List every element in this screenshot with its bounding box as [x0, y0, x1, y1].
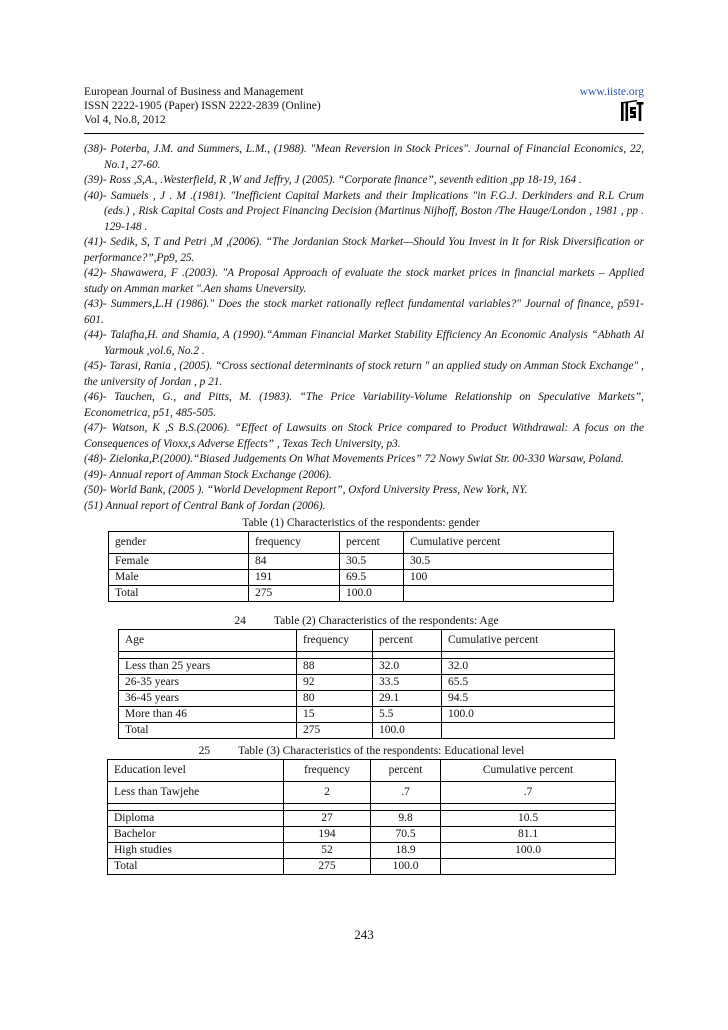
table-number: 24	[234, 615, 246, 627]
table-row	[109, 586, 614, 602]
reference-item: (43)- Summers,L.H (1986)." Does the stock market rationally reflect fundamental variables?" Journal of finance, p591-601.	[84, 298, 644, 326]
column-header: percent	[371, 760, 441, 782]
table-cell: Male	[109, 570, 249, 586]
reference-item: (41)- Sedik, S, T and Petri ,M ,(2006). “The Jordanian Stock Market—Should You Invest in It for Risk Diversification or performance?”,Pp9, 25.	[84, 236, 644, 264]
reference-item: (42)- Shawawera, F .(2003). "A Proposal Approach of evaluate the stock market prices in financial markets – Applied study on Amman market ".Aen shams Uneversity.	[84, 267, 644, 295]
volume-line: Vol 4, No.8, 2012	[84, 114, 166, 126]
table-cell: 15	[297, 707, 373, 723]
page-number: 243	[354, 927, 374, 942]
table-caption-text: Table (2) Characteristics of the respondents: Age	[273, 615, 499, 627]
reference-item: (39)- Ross ,S,A., .Westerfield, R ,W and Jeffry, J (2005). “Corporate finance”, seventh edition ,pp 18-19, 164 .	[84, 174, 582, 186]
table-cell: 191	[249, 570, 340, 586]
table-cell: 52	[284, 843, 371, 859]
table-cell: Female	[109, 554, 249, 570]
reference-item: (48)- Zielonka,P.(2000).“Biased Judgements On What Movements Prices” 72 Nowy Swiat Str. 00-330 Warsaw, Poland.	[84, 453, 624, 465]
table-cell: 194	[284, 827, 371, 843]
table-gender-block	[108, 515, 614, 602]
table-education-block	[107, 743, 616, 875]
table-age-block	[118, 613, 615, 739]
column-header: frequency	[249, 532, 340, 554]
reference-item: (51) Annual report of Central Bank of Jordan (2006).	[84, 499, 326, 512]
table-cell: 32.0	[442, 659, 615, 675]
table-row	[119, 723, 615, 739]
table-cell	[404, 586, 614, 602]
page-content	[84, 85, 644, 872]
table-cell	[442, 723, 615, 739]
table-row	[108, 859, 616, 875]
table-caption: Table (1) Characteristics of the respondents: gender	[242, 517, 480, 529]
table-cell	[441, 859, 616, 875]
table-row	[119, 707, 615, 723]
reference-item: (49)- Annual report of Amman Stock Exchange (2006).	[84, 468, 332, 481]
reference-item: (40)- Samuels , J . M .(1981). "Inefficient Capital Markets and their Implications "in F.G.J. Derkinders and R.L Crum (eds.) , Risk Capital Costs and Project Financing Decision (Martinus Nijhoff, Boston /The Hauge/London , 1981 , pp . 129-148 .	[84, 189, 644, 233]
table-spacer-row	[119, 652, 615, 659]
table-row	[119, 691, 615, 707]
table-row	[119, 659, 615, 675]
table-cell: High studies	[108, 843, 284, 859]
header-divider	[84, 133, 644, 134]
table-cell: 27	[284, 811, 371, 827]
table-row	[109, 554, 614, 570]
table-caption-text: Table (3) Characteristics of the respondents: Educational level	[238, 745, 525, 757]
table-cell: 275	[284, 859, 371, 875]
table-cell: 100.0	[442, 707, 615, 723]
table-cell: 29.1	[373, 691, 442, 707]
table-cell: 36-45 years	[119, 691, 297, 707]
table-cell: 80	[297, 691, 373, 707]
reference-item: (46)- Tauchen, G., and Pitts, M. (1983). “The Price Variability-Volume Relationship on Speculative Markets”, Econometrica, p51, 485-505.	[84, 391, 644, 419]
table-cell: 88	[297, 659, 373, 675]
table-cell: 92	[297, 675, 373, 691]
table-row	[108, 782, 616, 804]
table-cell: Total	[109, 586, 249, 602]
education-table	[107, 759, 616, 875]
column-header: Cumulative percent	[441, 760, 616, 782]
gender-table	[108, 531, 614, 602]
table-cell: 10.5	[441, 811, 616, 827]
table-cell: 100	[404, 570, 614, 586]
table-cell: Less than 25 years	[119, 659, 297, 675]
table-spacer-row	[108, 804, 616, 811]
reference-item: (45)- Tarasi, Rania , (2005). “Cross sectional determinants of stock return " an applied study on Amman Stock Exchange" , the university of Jordan , p 21.	[84, 360, 644, 388]
issn-line: ISSN 2222-1905 (Paper) ISSN 2222-2839 (Online)	[84, 100, 321, 112]
journal-url-link[interactable]: www.iiste.org	[579, 86, 644, 98]
table-cell: 275	[297, 723, 373, 739]
iiste-logo-icon	[620, 99, 644, 123]
column-header: gender	[109, 532, 249, 554]
table-cell: 81.1	[441, 827, 616, 843]
table-cell: 65.5	[442, 675, 615, 691]
table-cell: 100.0	[340, 586, 404, 602]
table-cell: 100.0	[441, 843, 616, 859]
table-cell: Total	[119, 723, 297, 739]
table-cell: 275	[249, 586, 340, 602]
column-header: percent	[373, 630, 442, 652]
table-cell: 94.5	[442, 691, 615, 707]
column-header: Age	[119, 630, 297, 652]
table-cell: 30.5	[404, 554, 614, 570]
table-row	[108, 811, 616, 827]
table-row	[108, 843, 616, 859]
age-table	[118, 629, 615, 739]
table-cell: 84	[249, 554, 340, 570]
reference-item: (50)- World Bank, (2005 ). “World Development Report”, Oxford University Press, New York, NY.	[84, 484, 528, 496]
table-header-row	[119, 630, 615, 652]
table-cell: .7	[371, 782, 441, 804]
table-cell: 100.0	[371, 859, 441, 875]
table-header-row	[109, 532, 614, 554]
reference-item: (38)- Poterba, J.M. and Summers, L.M., (1988). "Mean Reversion in Stock Prices". Journal of Financial Economics, 22, No.1, 27-60.	[84, 143, 644, 171]
column-header: Cumulative percent	[442, 630, 615, 652]
table-cell: 70.5	[371, 827, 441, 843]
table-cell: 100.0	[373, 723, 442, 739]
table-cell: 32.0	[373, 659, 442, 675]
reference-item: (47)- Watson, K ,S B.S.(2006). “Effect of Lawsuits on Stock Price compared to Product Withdrawal: A focus on the Consequences of Vioxx,s Adverse Effects” , Texas Tech University, p3.	[84, 422, 644, 450]
table-caption	[118, 613, 615, 629]
table-cell: Diploma	[108, 811, 284, 827]
journal-title: European Journal of Business and Management	[84, 86, 304, 98]
table-cell: 33.5	[373, 675, 442, 691]
table-row	[119, 675, 615, 691]
table-cell: 18.9	[371, 843, 441, 859]
table-cell: Total	[108, 859, 284, 875]
table-number: 25	[198, 745, 211, 757]
table-caption	[107, 743, 616, 759]
column-header: Cumulative percent	[404, 532, 614, 554]
table-cell: More than 46	[119, 707, 297, 723]
table-cell: Less than Tawjehe	[108, 782, 284, 804]
column-header: frequency	[284, 760, 371, 782]
reference-item: (44)- Talafha,H. and Shamia, A (1990).“Amman Financial Market Stability Efficiency An Economic Analysis “Abhath Al Yarmouk ,vol.6, No.2 .	[84, 329, 644, 357]
table-cell: 9.8	[371, 811, 441, 827]
reference-list	[84, 142, 644, 514]
table-row	[109, 570, 614, 586]
column-header: Education level	[108, 760, 284, 782]
column-header: frequency	[297, 630, 373, 652]
table-cell: 69.5	[340, 570, 404, 586]
table-row	[108, 827, 616, 843]
journal-header	[84, 85, 644, 134]
table-cell: 26-35 years	[119, 675, 297, 691]
table-cell: 2	[284, 782, 371, 804]
table-cell: 30.5	[340, 554, 404, 570]
table-cell: Bachelor	[108, 827, 284, 843]
table-cell: 5.5	[373, 707, 442, 723]
column-header: percent	[340, 532, 404, 554]
table-cell: .7	[441, 782, 616, 804]
table-header-row	[108, 760, 616, 782]
